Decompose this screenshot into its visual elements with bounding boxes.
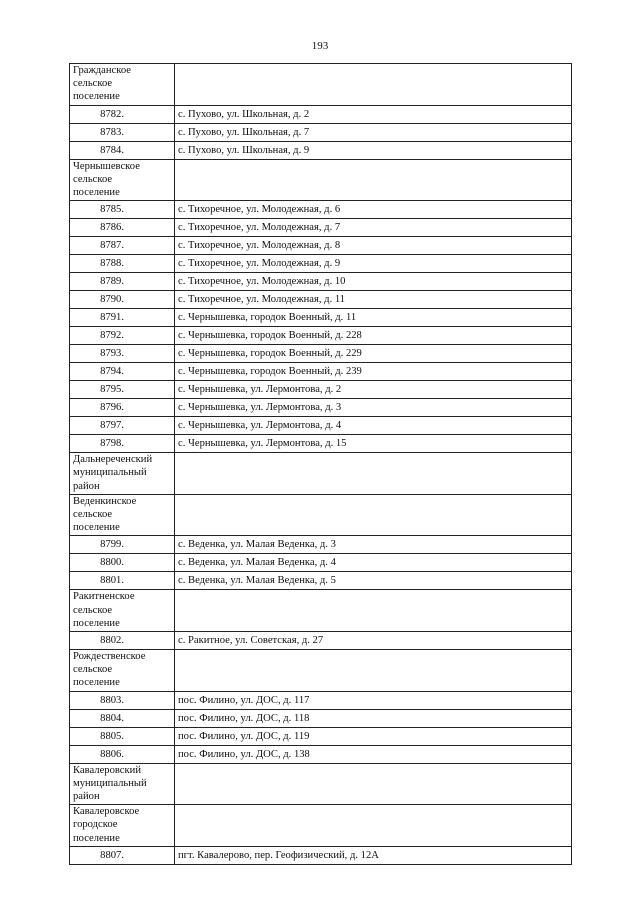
entry-address: с. Тихоречное, ул. Молодежная, д. 8: [175, 237, 572, 255]
entry-number: 8796.: [70, 399, 175, 417]
table-row: [70, 632, 572, 650]
entry-address: с. Тихоречное, ул. Молодежная, д. 6: [175, 201, 572, 219]
table-row: [70, 309, 572, 327]
entry-number: 8807.: [70, 846, 175, 864]
table-row: [70, 123, 572, 141]
entry-number: 8791.: [70, 309, 175, 327]
entry-address: с. Пухово, ул. Школьная, д. 2: [175, 105, 572, 123]
section-name-line: сельское: [73, 509, 113, 521]
entry-number: 8783.: [70, 123, 175, 141]
housing-registry-table: [69, 63, 572, 865]
table-row: [70, 709, 572, 727]
entry-number: 8806.: [70, 745, 175, 763]
entry-address: с. Тихоречное, ул. Молодежная, д. 11: [175, 291, 572, 309]
entry-number: 8782.: [70, 105, 175, 123]
section-name-line: поселение: [73, 522, 120, 534]
section-name-line: поселение: [73, 91, 120, 103]
entry-address: с. Ракитное, ул. Советская, д. 27: [175, 632, 572, 650]
section-header-row: [70, 159, 572, 201]
entry-number: 8799.: [70, 536, 175, 554]
table-row: [70, 273, 572, 291]
section-name: [70, 650, 175, 692]
entry-number: 8790.: [70, 291, 175, 309]
section-name-line: Гражданское: [73, 65, 131, 76]
table-row: [70, 536, 572, 554]
table-row: [70, 846, 572, 864]
table-row: [70, 399, 572, 417]
entry-number: 8798.: [70, 435, 175, 453]
section-name-line: Чернышевское: [73, 160, 140, 172]
table-row: [70, 327, 572, 345]
section-name-line: Ракитненское: [73, 591, 135, 603]
entry-address: с. Чернышевка, городок Военный, д. 239: [175, 363, 572, 381]
empty-address-cell: [175, 453, 572, 495]
entry-number: 8789.: [70, 273, 175, 291]
section-name-line: сельское: [73, 173, 113, 185]
entry-address: с. Веденка, ул. Малая Веденка, д. 5: [175, 572, 572, 590]
section-name: [70, 763, 175, 805]
entry-number: 8801.: [70, 572, 175, 590]
entry-address: с. Чернышевка, ул. Лермонтова, д. 15: [175, 435, 572, 453]
table-row: [70, 105, 572, 123]
empty-address-cell: [175, 159, 572, 201]
page-number: 193: [311, 40, 329, 52]
section-header-row: [70, 763, 572, 805]
entry-number: 8788.: [70, 255, 175, 273]
entry-number: 8792.: [70, 327, 175, 345]
entry-number: 8800.: [70, 554, 175, 572]
table-row: [70, 745, 572, 763]
entry-number: 8805.: [70, 727, 175, 745]
section-name-line: район: [73, 480, 100, 492]
table-row: [70, 291, 572, 309]
table-row: [70, 381, 572, 399]
entry-address: с. Чернышевка, городок Военный, д. 228: [175, 327, 572, 345]
section-name-line: Рождественское: [73, 651, 146, 663]
entry-address: пгт. Кавалерово, пер. Геофизический, д. 12А: [175, 846, 572, 864]
section-name-line: сельское: [73, 604, 113, 616]
empty-address-cell: [175, 590, 572, 632]
section-name-line: поселение: [73, 187, 120, 199]
section-name-line: Дальнереченский: [73, 454, 153, 466]
entry-number: 8797.: [70, 417, 175, 435]
section-header-row: [70, 590, 572, 632]
entry-address: с. Чернышевка, ул. Лермонтова, д. 4: [175, 417, 572, 435]
empty-address-cell: [175, 494, 572, 536]
section-name-line: городское: [73, 819, 118, 831]
entry-address: с. Пухово, ул. Школьная, д. 9: [175, 141, 572, 159]
table-row: [70, 691, 572, 709]
table-row: [70, 219, 572, 237]
entry-number: 8793.: [70, 345, 175, 363]
empty-address-cell: [175, 650, 572, 692]
section-name-line: поселение: [73, 617, 120, 629]
entry-address: с. Чернышевка, ул. Лермонтова, д. 3: [175, 399, 572, 417]
table-row: [70, 201, 572, 219]
section-header-row: [70, 453, 572, 495]
entry-address: пос. Филино, ул. ДОС, д. 119: [175, 727, 572, 745]
section-header-row: [70, 650, 572, 692]
entry-address: с. Веденка, ул. Малая Веденка, д. 3: [175, 536, 572, 554]
entry-number: 8803.: [70, 691, 175, 709]
section-name: [70, 64, 175, 106]
entry-address: пос. Филино, ул. ДОС, д. 138: [175, 745, 572, 763]
entry-number: 8786.: [70, 219, 175, 237]
section-name-line: поселение: [73, 832, 120, 844]
section-name: [70, 590, 175, 632]
section-name-line: район: [73, 791, 100, 803]
entry-number: 8794.: [70, 363, 175, 381]
section-name: [70, 159, 175, 201]
section-name: [70, 805, 175, 847]
table-row: [70, 727, 572, 745]
registry-body: [70, 64, 572, 865]
entry-number: 8795.: [70, 381, 175, 399]
entry-number: 8804.: [70, 709, 175, 727]
entry-address: пос. Филино, ул. ДОС, д. 117: [175, 691, 572, 709]
table-row: [70, 554, 572, 572]
section-name-line: муниципальный: [73, 777, 147, 789]
table-row: [70, 435, 572, 453]
entry-number: 8784.: [70, 141, 175, 159]
section-name-line: Кавалеровское: [73, 806, 140, 818]
entry-address: с. Веденка, ул. Малая Веденка, д. 4: [175, 554, 572, 572]
section-header-row: [70, 494, 572, 536]
section-name: [70, 453, 175, 495]
section-name-line: поселение: [73, 677, 120, 689]
entry-number: 8802.: [70, 632, 175, 650]
empty-address-cell: [175, 763, 572, 805]
entry-address: с. Тихоречное, ул. Молодежная, д. 10: [175, 273, 572, 291]
table-row: [70, 237, 572, 255]
section-name-line: Веденкинское: [73, 495, 137, 507]
section-name: [70, 494, 175, 536]
entry-address: с. Тихоречное, ул. Молодежная, д. 9: [175, 255, 572, 273]
table-row: [70, 141, 572, 159]
empty-address-cell: [175, 805, 572, 847]
entry-address: пос. Филино, ул. ДОС, д. 118: [175, 709, 572, 727]
entry-address: с. Тихоречное, ул. Молодежная, д. 7: [175, 219, 572, 237]
table-row: [70, 255, 572, 273]
entry-address: с. Чернышевка, ул. Лермонтова, д. 2: [175, 381, 572, 399]
table-row: [70, 417, 572, 435]
entry-number: 8785.: [70, 201, 175, 219]
table-row: [70, 345, 572, 363]
section-name-line: муниципальный: [73, 467, 147, 479]
entry-number: 8787.: [70, 237, 175, 255]
section-name-line: сельское: [73, 78, 113, 90]
entry-address: с. Чернышевка, городок Военный, д. 11: [175, 309, 572, 327]
empty-address-cell: [175, 64, 572, 106]
section-header-row: [70, 805, 572, 847]
section-name-line: Кавалеровский: [73, 764, 141, 776]
table-row: [70, 572, 572, 590]
table-row: [70, 363, 572, 381]
section-header-row: [70, 64, 572, 106]
entry-address: с. Чернышевка, городок Военный, д. 229: [175, 345, 572, 363]
entry-address: с. Пухово, ул. Школьная, д. 7: [175, 123, 572, 141]
section-name-line: сельское: [73, 664, 113, 676]
